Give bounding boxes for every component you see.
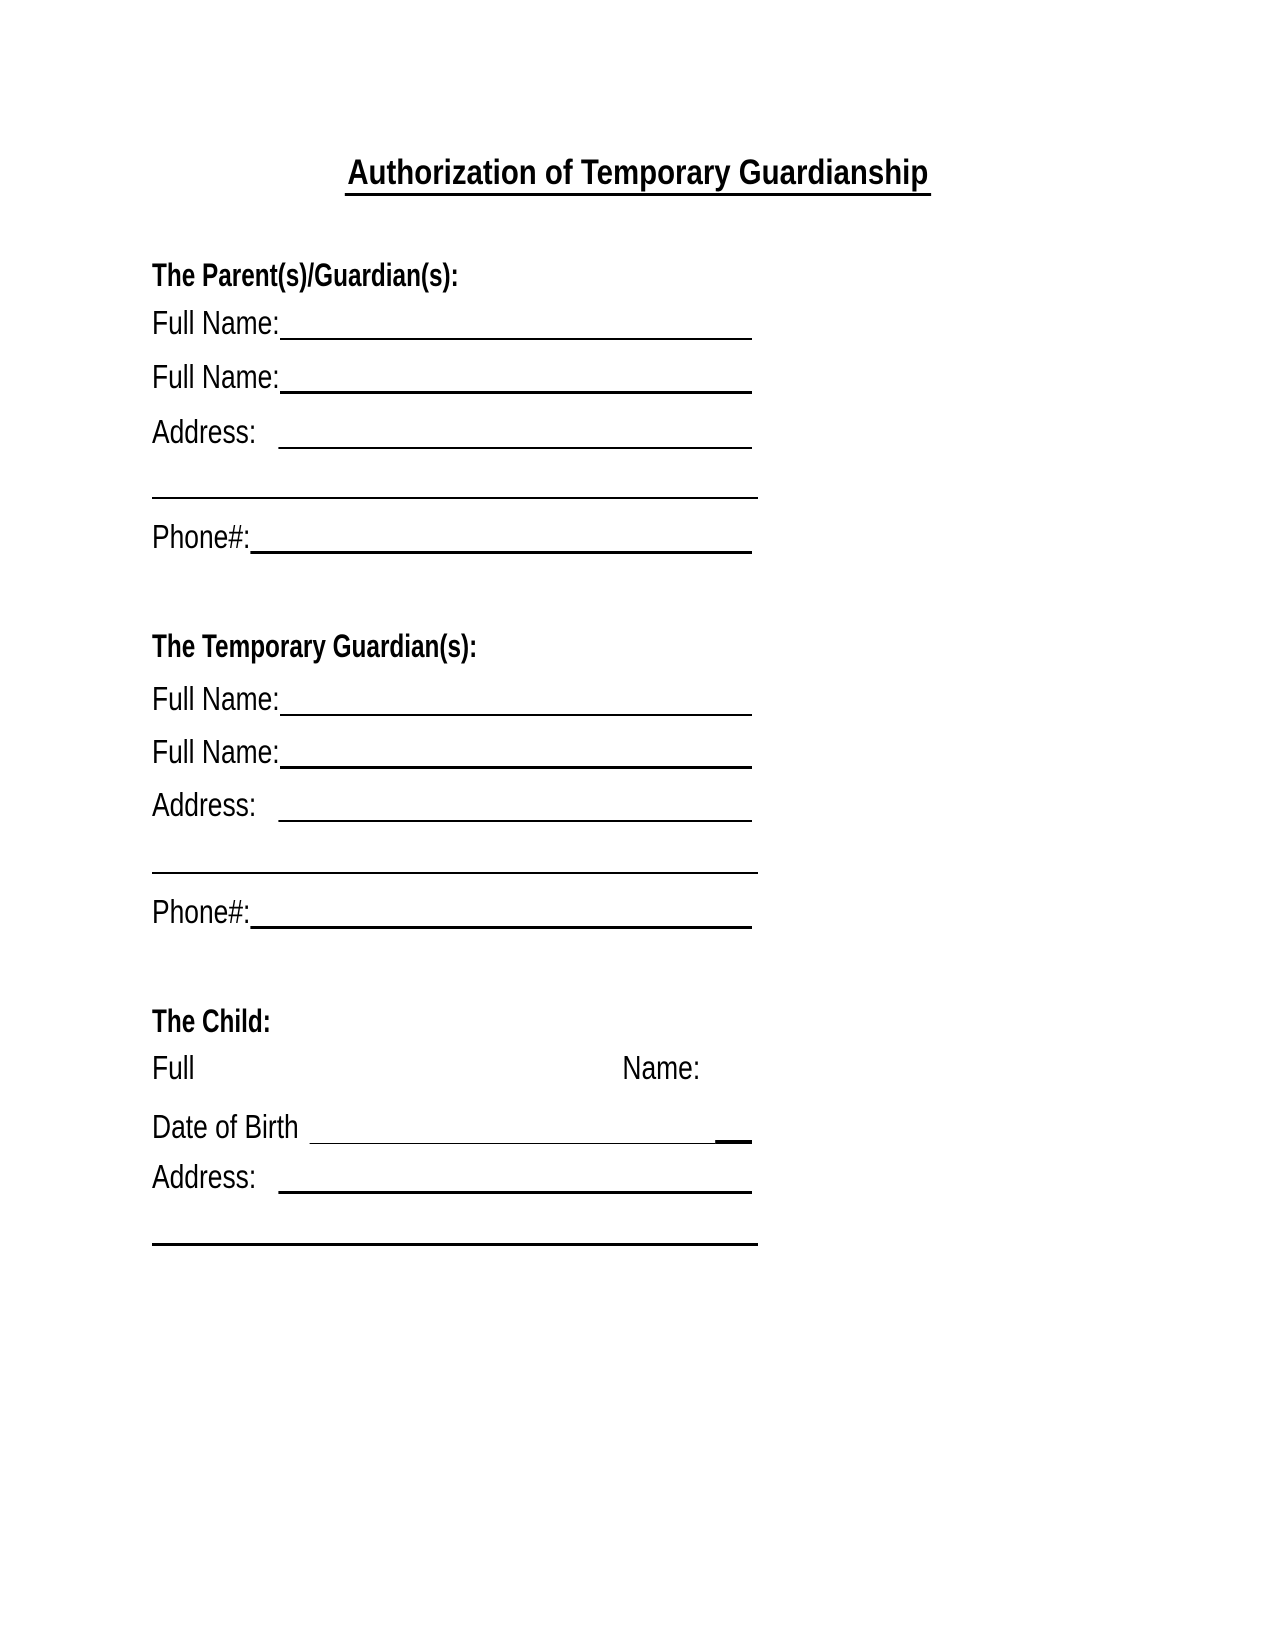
temporary-guardians-address-continuation-line (152, 872, 758, 874)
document-title: Authorization of Temporary Guardianship (344, 155, 930, 196)
temporary-guardians-full-name-1-label: Full Name: (152, 680, 280, 717)
temporary-guardians-phone-label: Phone#: (152, 893, 251, 930)
parents-address-continuation-line (152, 497, 758, 499)
parents-address-line (279, 447, 752, 449)
parents-phone-row (152, 515, 752, 559)
temporary-guardians-full-name-1-row (152, 677, 752, 721)
parents-full-name-1-label: Full Name: (152, 304, 280, 341)
temporary-guardians-phone-line (250, 926, 752, 929)
child-name-label: Name: (622, 1049, 701, 1086)
temporary-guardians-section-heading: The Temporary Guardian(s): (152, 628, 478, 664)
title-wrap (0, 155, 1275, 196)
temporary-guardians-address-label: Address: (152, 786, 257, 823)
parents-full-name-1-row (152, 301, 752, 345)
parents-phone-line (250, 551, 752, 554)
child-address-row (152, 1155, 752, 1199)
temporary-guardians-full-name-1-line (280, 714, 752, 716)
child-date-of-birth-row (152, 1105, 752, 1149)
parents-full-name-2-label: Full Name: (152, 358, 280, 395)
parents-full-name-2-line (280, 391, 752, 394)
child-address-line (279, 1191, 752, 1194)
parents-address-label: Address: (152, 413, 257, 450)
temporary-guardians-address-row (152, 783, 752, 827)
parents-full-name-1-line (280, 338, 752, 340)
child-section-heading: The Child: (152, 1003, 271, 1039)
temporary-guardians-address-line (279, 820, 752, 822)
parents-phone-label: Phone#: (152, 518, 251, 555)
parents-address-row (152, 410, 752, 454)
child-address-label: Address: (152, 1158, 257, 1195)
parents-section-heading: The Parent(s)/Guardian(s): (152, 257, 459, 293)
temporary-guardians-full-name-2-line (280, 766, 752, 769)
temporary-guardians-full-name-2-label: Full Name: (152, 733, 280, 770)
child-full-name-row (152, 1046, 752, 1090)
child-full-label: Full (152, 1049, 195, 1086)
child-address-continuation-line (152, 1243, 758, 1246)
child-date-of-birth-line (310, 1143, 715, 1144)
temporary-guardians-phone-row (152, 890, 752, 934)
child-date-of-birth-line-stub (715, 1140, 752, 1144)
child-date-of-birth-label: Date of Birth (152, 1108, 299, 1145)
parents-full-name-2-row (152, 355, 752, 399)
temporary-guardians-full-name-2-row (152, 730, 752, 774)
